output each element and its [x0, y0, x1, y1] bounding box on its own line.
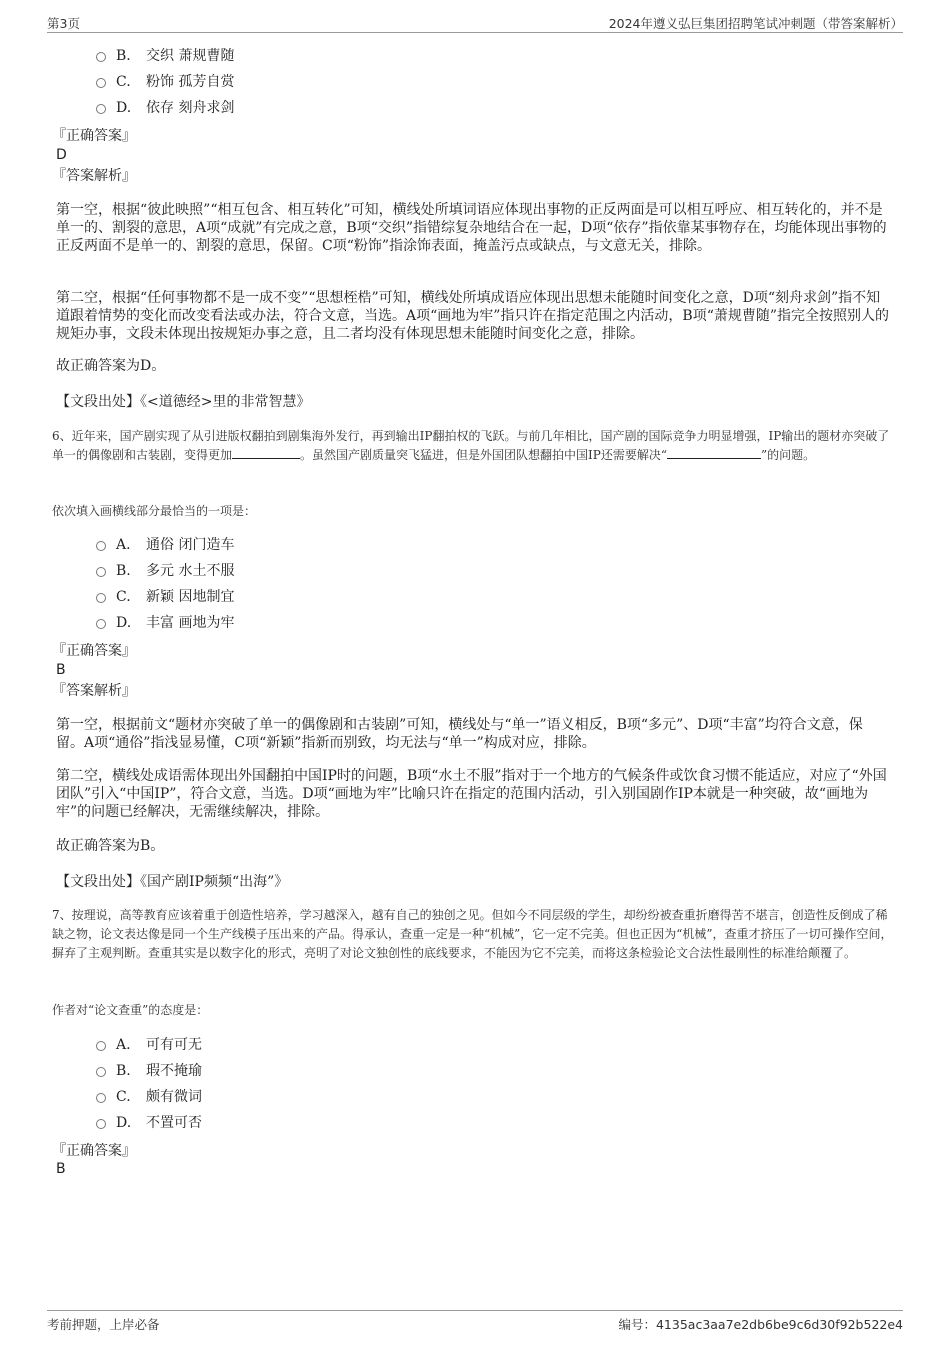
q6-analysis-label: 『答案解析』: [52, 683, 136, 699]
q6-answer-label: 『正确答案』: [52, 643, 136, 659]
q6-question-text: 6、近年来，国产剧实现了从引进版权翻拍到剧集海外发行，再到输出IP翻拍权的飞跃。与前几年相比，国产剧的国际竞争力明显增强，IP输出的题材亦突破了单一的偶像剧和古装剧，变得更加 。虽然国产剧质量突飞猛进，但是外国团队想翻拍中国IP还需要解决“ ”的问题。: [52, 429, 890, 462]
q5-option-b[interactable]: B. 交织 萧规曹随: [96, 46, 234, 66]
radio-icon[interactable]: [96, 1093, 106, 1103]
q7-answer-label: 『正确答案』: [52, 1143, 136, 1159]
q6-option-b[interactable]: B. 多元 水土不服: [96, 561, 234, 581]
q5-option-c[interactable]: C. 粉饰 孤芳自赏: [96, 72, 234, 92]
page-header: [47, 10, 903, 33]
q6-conclusion: 故正确答案为B。: [56, 838, 165, 854]
document-id: 编号：4135ac3aa7e2db6be9c6d30f92b522e4: [618, 1317, 903, 1332]
q7-option-c[interactable]: C. 颇有微词: [96, 1087, 202, 1107]
q5-analysis-label: 『答案解析』: [52, 168, 136, 184]
radio-icon[interactable]: [96, 1041, 106, 1051]
page-number: 第3页: [47, 16, 80, 31]
q5-analysis-para-1: 第一空，根据“彼此映照”“相互包含、相互转化”可知，横线处所填词语应体现出事物的正反两面是可以相互呼应、相互转化的，并不是单一的、割裂的意思，A项“成就”有完成之意，B项“交织”指错综复杂地结合在一起，D项“依存”指依靠某事物存在，均能体现出事物的正反两面不是单一的、割裂的意思，保留。C项“粉饰”指涂饰表面，掩盖污点或缺点，与文意无关，排除。: [56, 202, 887, 254]
q5-answer-label: 『正确答案』: [52, 128, 136, 144]
radio-icon[interactable]: [96, 78, 106, 88]
q5-analysis-para-2: 第二空，根据“任何事物都不是一成不变”“思想桎梏”可知，横线处所填成语应体现出思想未能随时间变化之意，D项“刻舟求剑”指不知道跟着情势的变化而改变看法或办法，符合文意，当选。A项“画地为牢”指只许在指定范围之内活动，B项“萧规曹随”指完全按照别人的规矩办事，文段未体现出按规矩办事之意，且二者均没有体现思想未能随时间变化之意，排除。: [56, 290, 890, 342]
q6-analysis-para-1: 第一空，根据前文“题材亦突破了单一的偶像剧和古装剧”可知，横线处与“单一”语义相反，B项“多元”、D项“丰富”均符合文意，保留。A项“通俗”指浅显易懂，C项“新颖”指新而别致，均无法与“单一”构成对应，排除。: [56, 717, 863, 751]
q7-prompt: 作者对“论文查重”的态度是：: [52, 1003, 209, 1017]
page-footer: [47, 1310, 903, 1335]
radio-icon[interactable]: [96, 1067, 106, 1077]
radio-icon[interactable]: [96, 567, 106, 577]
radio-icon[interactable]: [96, 541, 106, 551]
radio-icon[interactable]: [96, 593, 106, 603]
q7-option-d[interactable]: D. 不置可否: [96, 1113, 202, 1133]
q6-answer: B: [56, 662, 66, 678]
fill-blank-2: [667, 446, 761, 459]
radio-icon[interactable]: [96, 52, 106, 62]
radio-icon[interactable]: [96, 1119, 106, 1129]
q5-option-d[interactable]: D. 依存 刻舟求剑: [96, 98, 234, 118]
q6-source: 【文段出处】《国产剧IP频频“出海”》: [56, 874, 289, 890]
q7-question-text: 7、按理说，高等教育应该着重于创造性培养，学习越深入，越有自己的独创之见。但如今不同层级的学生，却纷纷被查重折磨得苦不堪言，创造性反倒成了稀缺之物，论文表达像是同一个生产线模子压出来的产品。得承认，查重一定是一种“机械”，它一定不完美。但也正因为“机械”，查重才挤压了一切可操作空间，摒弃了主观判断。查重其实是以数字化的形式，亮明了对论文独创性的底线要求，不能因为它不完美，而将这条检验论文合法性最刚性的标准给颠覆了。: [52, 908, 893, 960]
fill-blank-1: [232, 446, 300, 459]
q6-option-a[interactable]: A. 通俗 闭门造车: [96, 535, 234, 555]
q6-option-c[interactable]: C. 新颖 因地制宜: [96, 587, 234, 607]
q5-source: 【文段出处】《<道德经>里的非常智慧》: [56, 394, 311, 410]
q5-conclusion: 故正确答案为D。: [56, 358, 166, 374]
q6-option-d[interactable]: D. 丰富 画地为牢: [96, 613, 234, 633]
q7-option-a[interactable]: A. 可有可无: [96, 1035, 202, 1055]
q7-answer: B: [56, 1161, 66, 1177]
q7-option-b[interactable]: B. 瑕不掩瑜: [96, 1061, 202, 1081]
q6-prompt: 依次填入画横线部分最恰当的一项是：: [52, 504, 257, 518]
q5-answer: D: [56, 147, 67, 163]
radio-icon[interactable]: [96, 619, 106, 629]
document-title: 2024年遵义弘巨集团招聘笔试冲刺题（带答案解析）: [608, 16, 903, 31]
radio-icon[interactable]: [96, 104, 106, 114]
q6-analysis-para-2: 第二空，横线处成语需体现出外国翻拍中国IP时的问题，B项“水土不服”指对于一个地方的气候条件或饮食习惯不能适应，对应了“外国团队”引入“中国IP”，符合文意，当选。D项“画地为牢”比喻只许在指定的范围内活动，引入别国剧作IP本就是一种突破，故“画地为牢”的问题已经解决，无需继续解决，排除。: [56, 768, 887, 820]
footer-slogan: 考前押题，上岸必备: [47, 1317, 160, 1332]
